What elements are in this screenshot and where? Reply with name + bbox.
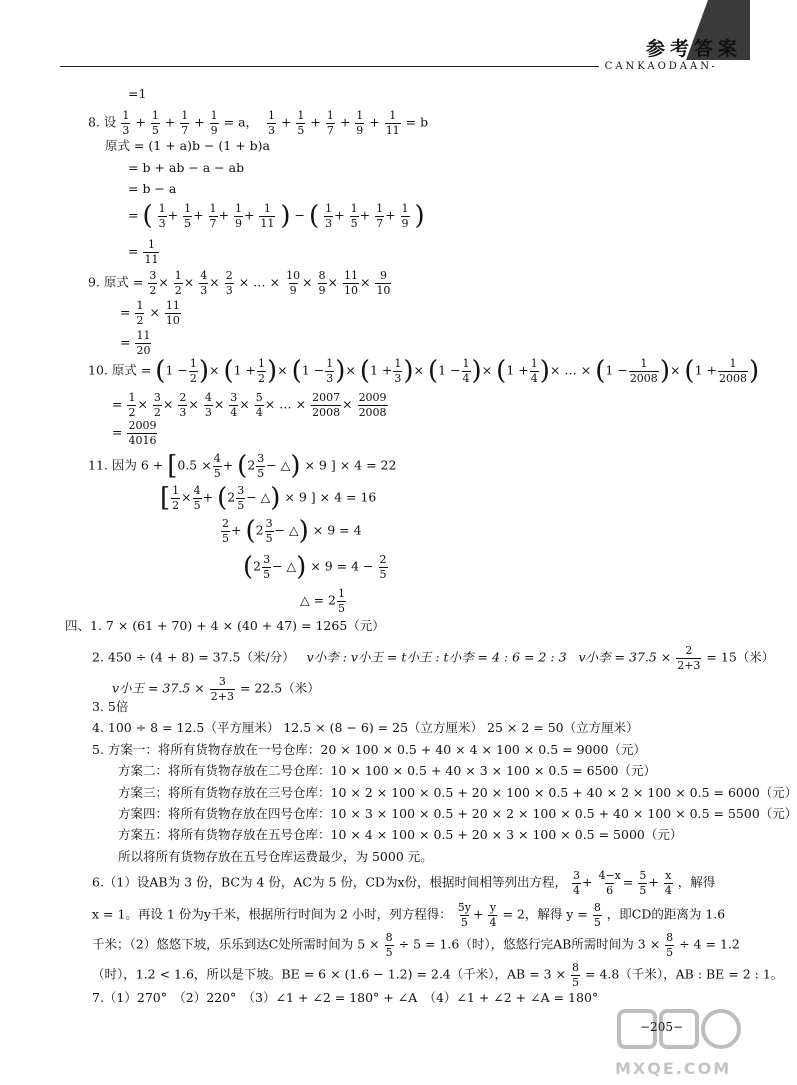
p4-q6-line2: x = 1。再设 1 份为y千米，根据所行时间为 2 小时，列方程得： $\frac{5y}{5}$ + $\frac{y}{4}$ = 2，解得 y = $\frac{8}{5}$ ，即CD的距离为 1.6 [92,901,726,929]
q9-line2 [120,300,182,326]
p4-q2-v1-lhs: v小李 = 37.5 × [578,649,672,665]
q10-line1: 10. 原式 = (1 − $\frac{1}{2}$ )× (1 + $\frac{1}{2}$ )× (1 − $\frac{1}{3}$ )× (1 + $\frac{1}{3}$ )× (1 − $\frac{1}{4}$ )× (1 + $\frac{1}{4}$ )× … × (1 − $\frac{1}{2008}$ )× (1 + $\frac{1}{2008}$ ) [88,356,760,387]
frac: $\frac{8}{5}$ [666,931,674,959]
frac: $\frac{11}{10}$ [343,269,358,297]
q9-line3 [120,330,152,356]
p4-q2-speed: 2. 450 ÷ (4 + 8) = 37.5（米/分） [92,649,295,665]
frac: $\frac{1}{4}$ [462,357,470,385]
frac: $\frac{1}{2}$ [136,299,144,327]
frac: $\frac{3}{5}$ [237,484,245,512]
q11-line3: $\frac{2}{5}$ + (2 $\frac{3}{5}$ − △) × 9 = 4 [222,516,362,547]
frac: $\frac{2007}{2008}$ [312,391,341,419]
eq-sign: = [128,207,139,223]
q11-result: △ = 2 [300,592,336,608]
prev-answer-line: =1 [128,86,147,101]
q8-setup: 8. 设 $\frac{1}{3}$ + $\frac{1}{5}$ + $\frac{1}{7}$ + $\frac{1}{9}$ = a， $\frac{1}{3}$ + $\frac{1}{5}$ + $\frac{1}{7}$ + $\frac{1}{9}$ + $\frac{1}{11}$ = b [88,109,429,137]
frac: $\frac{8}{5}$ [572,961,580,989]
frac: $\frac{5}{5}$ [639,869,647,897]
frac: $\frac{1}{7}$ [209,202,217,230]
p4-q2-ratio: v小李 : v小王 = t小王 : t小李 = 4 : 6 = 2 : 3 [306,649,567,665]
frac: $\frac{1}{2}$ [172,484,180,512]
q11-line2: [ $\frac{1}{2}$ × $\frac{4}{5}$ + (2 $\frac{3}{5}$ − △) × 9 ] × 4 = 16 [160,483,377,514]
frac: $\frac{4}{3}$ [204,391,212,419]
frac: $\frac{3}{5}$ [257,452,265,480]
p4-q1: 四、1. 7 × (61 + 70) + 4 × (40 + 47) = 1265（元） [65,618,385,633]
eq-sign: = [120,334,131,350]
q8-line5 [128,239,160,265]
q11-line3-tail: × 9 = 4 [312,522,362,538]
frac: $\frac{1}{2}$ [128,391,136,419]
q8-line1: 原式 = (1 + a)b − (1 + b)a [105,138,271,153]
frac: $\frac{3}{2+3}$ [210,675,234,703]
frac: $\frac{1}{3}$ [326,357,334,385]
p4-q6-text1: 6.（1）设AB为 3 份，BC为 4 份，AC为 5 份，CD为x份，根据时间相等列出方程， [92,874,568,890]
header-title: 参考答案 [645,38,742,60]
frac: $\frac{1}{9}$ [356,109,364,137]
eq-sign: = [128,243,139,259]
frac: $\frac{1}{5}$ [297,109,305,137]
q8-line4: = ( $\frac{1}{3}$ + $\frac{1}{5}$ + $\frac{1}{7}$ + $\frac{1}{9}$ + $\frac{1}{11}$ ) − ( $\frac{1}{3}$ + $\frac{1}{5}$ + $\frac{1}{7}$ + $\frac{1}{9}$ ) [128,201,425,232]
frac: $\frac{1}{3}$ [268,109,275,137]
q11-line1: 11. 因为 6 + [0.5 × $\frac{4}{5}$ + (2 $\frac{3}{5}$ − △) × 9 ] × 4 = 22 [88,451,397,482]
p4-q6-line1: 6.（1）设AB为 3 份，BC为 4 份，AC为 5 份，CD为x份，根据时间相等列出方程， $\frac{3}{4}$ + $\frac{4-x}{6}$ = $\frac{5}{5}$ + $\frac{x}{4}$ ，解得 [92,869,716,897]
frac: $\frac{1}{3}$ [158,202,166,230]
frac: $\frac{2009}{4016}$ [128,419,157,447]
frac: $\frac{2}{2+3}$ [677,644,701,672]
p4-q6-text3a: 千米；（2）悠悠下坡，乐乐到达C处所需时间为 5 × [92,936,380,952]
eq-sign: = [112,424,123,440]
frac: $\frac{1}{9}$ [401,202,409,230]
q9-line1: 9. 原式 = $\frac{3}{2}$ × $\frac{1}{2}$ × $\frac{4}{3}$ × $\frac{2}{3}$ × … × $\frac{10}{9}$ × $\frac{8}{9}$ × $\frac{11}{10}$ × $\frac{9}{10}$ [88,269,391,297]
q8-eq-a: = a， [223,114,259,130]
q9-label: 9. 原式 = [88,274,144,290]
frac: $\frac{4}{5}$ [193,484,201,512]
q11-line4-tail: × 9 = 4 − [310,558,374,574]
frac: $\frac{8}{5}$ [385,931,393,959]
q10-label: 10. 原式 = [88,362,152,378]
frac: $\frac{1}{11}$ [260,202,275,230]
q10-line2: = $\frac{1}{2}$ × $\frac{3}{2}$ × $\frac{2}{3}$ × $\frac{4}{3}$ × $\frac{3}{4}$ × $\frac{5}{4}$ × … × $\frac{2007}{2008}$ × $\frac{2009}{2008}$ [112,391,387,419]
p4-q6-line3 [92,932,740,958]
p4-q5-plan5: 方案五：将所有货物存放在五号仓库：10 × 4 × 100 × 0.5 + 20 × 3 × 100 × 0.5 = 5000（元） [118,827,683,842]
q11-line2-tail: × 9 ] × 4 = 16 [284,489,377,505]
frac: $\frac{11}{20}$ [136,329,151,357]
p4-q6-tail1: ，解得 [677,874,716,890]
watermark-logo [615,1005,745,1077]
frac: $\frac{1}{2008}$ [629,357,658,385]
p4-q2-v2-rhs: = 22.5（米） [239,680,320,696]
p4-q6-text2b: = 2，解得 y = [502,906,588,922]
frac: $\frac{8}{9}$ [318,269,326,297]
frac: $\frac{1}{2}$ [189,357,197,385]
frac: $\frac{1}{7}$ [376,202,384,230]
header-subtitle: CANKAODAAN [599,61,712,72]
frac: $\frac{2009}{2008}$ [358,391,387,419]
frac: $\frac{1}{5}$ [151,109,159,137]
p4-q3: 3. 5倍 [92,699,129,714]
eq-sign: = [112,396,123,412]
p4-q2-line2 [112,676,320,702]
frac: $\frac{1}{5}$ [350,202,358,230]
p4-q7: 7.（1）270° （2）220° （3）∠1 + ∠2 = 180° + ∠A （4）∠1 + ∠2 + ∠A = 180° [92,990,599,1005]
q8-eq-b: = b [405,114,429,130]
p4-q6-text2a: x = 1。再设 1 份为y千米，根据所行时间为 2 小时，列方程得： [92,906,452,922]
frac: $\frac{4}{5}$ [213,452,221,480]
frac: $\frac{3}{2}$ [153,391,161,419]
p4-q6-text4a: （时），1.2 < 1.6，所以是下坡。BE = 6 × (1.6 − 1.2) = 2.4（千米），AB = 3 × [92,966,567,982]
frac: $\frac{10}{9}$ [286,269,301,297]
watermark-seal-icon [615,1005,745,1061]
p4-q5-plan4: 方案四：将所有货物存放在四号仓库：10 × 3 × 100 × 0.5 + 20 × 2 × 100 × 0.5 + 40 × 100 × 0.5 = 5500（元） [118,806,797,821]
frac: $\frac{1}{11}$ [144,238,159,266]
frac: $\frac{2}{5}$ [379,553,387,581]
p4-q5-plan1: 5. 方案一：将所有货物存放在一号仓库：20 × 100 × 0.5 + 40 × 4 × 100 × 0.5 = 9000（元） [92,742,646,757]
p4-q6-text4b: = 4.8（千米），AB : BE = 2 : 1。 [585,966,784,982]
frac: $\frac{1}{2}$ [174,269,182,297]
p4-q6-text2c: ，即CD的距离为 1.6 [606,906,726,922]
frac: $\frac{1}{2008}$ [718,357,747,385]
minus-sign: − [294,207,306,223]
frac: $\frac{2}{3}$ [225,269,233,297]
p4-q2-v2-lhs: v小王 = 37.5 × [112,680,205,696]
q11-line1-tail: × 9 ] × 4 = 22 [304,457,397,473]
eq-sign: = [120,304,131,320]
p4-q6-text3c: ÷ 4 = 1.2 [679,936,740,952]
frac: $\frac{3}{4}$ [573,869,580,897]
frac: $\frac{9}{10}$ [376,269,391,297]
q10-line3 [112,420,158,446]
frac: $\frac{1}{4}$ [530,357,538,385]
frac: $\frac{1}{3}$ [394,357,402,385]
q8-line2: = b + ab − a − ab [128,160,245,175]
frac: $\frac{2}{3}$ [179,391,187,419]
frac: $\frac{5y}{5}$ [457,901,471,929]
frac: $\frac{4-x}{6}$ [598,869,621,897]
watermark-text: MXQE.COM [615,1059,732,1078]
q11-line5 [300,588,347,614]
frac: $\frac{1}{7}$ [181,109,189,137]
frac: $\frac{2}{5}$ [222,517,229,545]
q11-label: 11. 因为 6 + [88,457,164,473]
p4-q5-plan2: 方案二：将所有货物存放在二号仓库：10 × 100 × 0.5 + 40 × 3 × 100 × 0.5 = 6500（元） [118,763,656,778]
frac: $\frac{1}{2}$ [258,357,266,385]
frac: $\frac{4}{3}$ [200,269,208,297]
frac: $\frac{1}{3}$ [325,202,333,230]
frac: $\frac{1}{9}$ [234,202,242,230]
times-sign: × [149,304,160,320]
frac: $\frac{3}{5}$ [263,553,271,581]
frac: $\frac{1}{11}$ [385,109,400,137]
frac: $\frac{1}{7}$ [326,109,334,137]
frac: $\frac{1}{9}$ [210,109,218,137]
frac: $\frac{x}{4}$ [664,869,672,897]
p4-q5-conclusion: 所以将所有货物存放在五号仓库运费最少，为 5000 元。 [118,849,433,864]
frac: $\frac{3}{2}$ [149,269,157,297]
p4-q2-line1 [92,645,774,671]
frac: $\frac{3}{4}$ [230,391,238,419]
q8-line3: = b − a [128,181,177,196]
p4-q6-line4 [92,962,783,988]
p4-q5-plan3: 方案三：将所有货物存放在三号仓库：10 × 2 × 100 × 0.5 + 20 × 100 × 0.5 + 40 × 2 × 100 × 0.5 = 6000（元） [118,785,797,800]
dots: × … × [238,274,281,290]
frac: $\frac{y}{4}$ [489,901,497,929]
frac: $\frac{1}{3}$ [122,109,130,137]
frac: $\frac{8}{5}$ [593,901,601,929]
p4-q6-text3b: ÷ 5 = 1.6（时），悠悠行完AB所需时间为 3 × [398,936,661,952]
frac: $\frac{5}{4}$ [255,391,263,419]
frac: $\frac{3}{5}$ [265,517,273,545]
frac: $\frac{1}{5}$ [338,587,345,615]
q8-label: 8. 设 [88,114,117,130]
q11-line4: (2 $\frac{3}{5}$ − △) × 9 = 4 − $\frac{2}{5}$ [243,552,387,583]
page-number: −205− [640,1020,684,1034]
frac: $\frac{11}{10}$ [165,299,180,327]
frac: $\frac{1}{5}$ [184,202,192,230]
p4-q4: 4. 100 ÷ 8 = 12.5（平方厘米） 12.5 × (8 − 6) = 25（立方厘米） 25 × 2 = 50（立方厘米） [92,720,639,735]
p4-q2-v1-rhs: = 15（米） [706,649,775,665]
